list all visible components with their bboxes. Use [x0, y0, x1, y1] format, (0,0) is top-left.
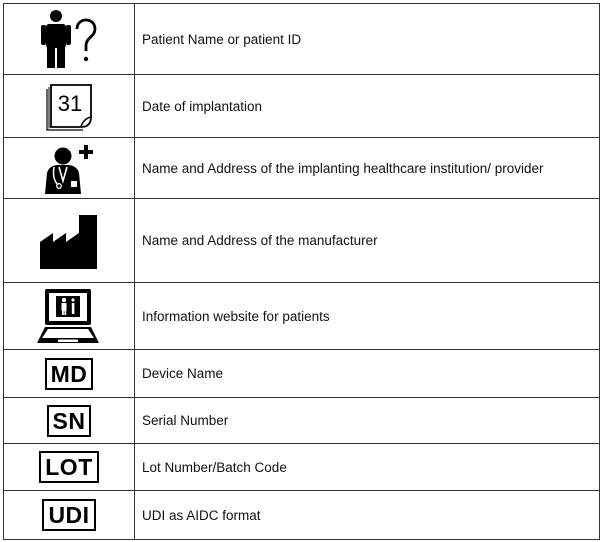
md-symbol-icon: MD: [45, 358, 94, 390]
icon-cell: [4, 350, 135, 398]
row-label: Name and Address of the implanting healthcare institution/ provider: [135, 138, 600, 199]
table-row: [4, 283, 600, 350]
table-row: [4, 75, 600, 138]
table-row: [4, 138, 600, 199]
row-label: Information website for patients: [135, 283, 600, 350]
patient-id-icon: [37, 9, 101, 69]
symbol-legend-table: [3, 3, 600, 540]
table-row: [4, 491, 600, 540]
icon-cell: [4, 4, 135, 75]
healthcare-provider-icon: [41, 141, 97, 195]
lot-symbol-icon: LOT: [39, 451, 99, 483]
row-label: Patient Name or patient ID: [135, 4, 600, 75]
table-row: [4, 398, 600, 444]
table-row: [4, 350, 600, 398]
icon-cell: [4, 199, 135, 283]
row-label: UDI as AIDC format: [135, 491, 600, 540]
manufacturer-factory-icon: [38, 212, 100, 270]
icon-cell: [4, 75, 135, 138]
icon-cell: [4, 283, 135, 350]
table-row: [4, 4, 600, 75]
row-label: Device Name: [135, 350, 600, 398]
table-row: [4, 444, 600, 491]
row-label: Serial Number: [135, 398, 600, 444]
udi-symbol-icon: UDI: [42, 499, 95, 531]
calendar-date-icon: [43, 81, 95, 131]
icon-cell: [4, 398, 135, 444]
sn-symbol-icon: SN: [47, 405, 92, 437]
row-label: Lot Number/Batch Code: [135, 444, 600, 491]
calendar-day-number: 31: [57, 91, 83, 116]
icon-cell: [4, 138, 135, 199]
row-label: Name and Address of the manufacturer: [135, 199, 600, 283]
laptop-info-icon: [36, 287, 102, 345]
table-row: [4, 199, 600, 283]
icon-cell: [4, 491, 135, 540]
icon-cell: [4, 444, 135, 491]
row-label: Date of implantation: [135, 75, 600, 138]
